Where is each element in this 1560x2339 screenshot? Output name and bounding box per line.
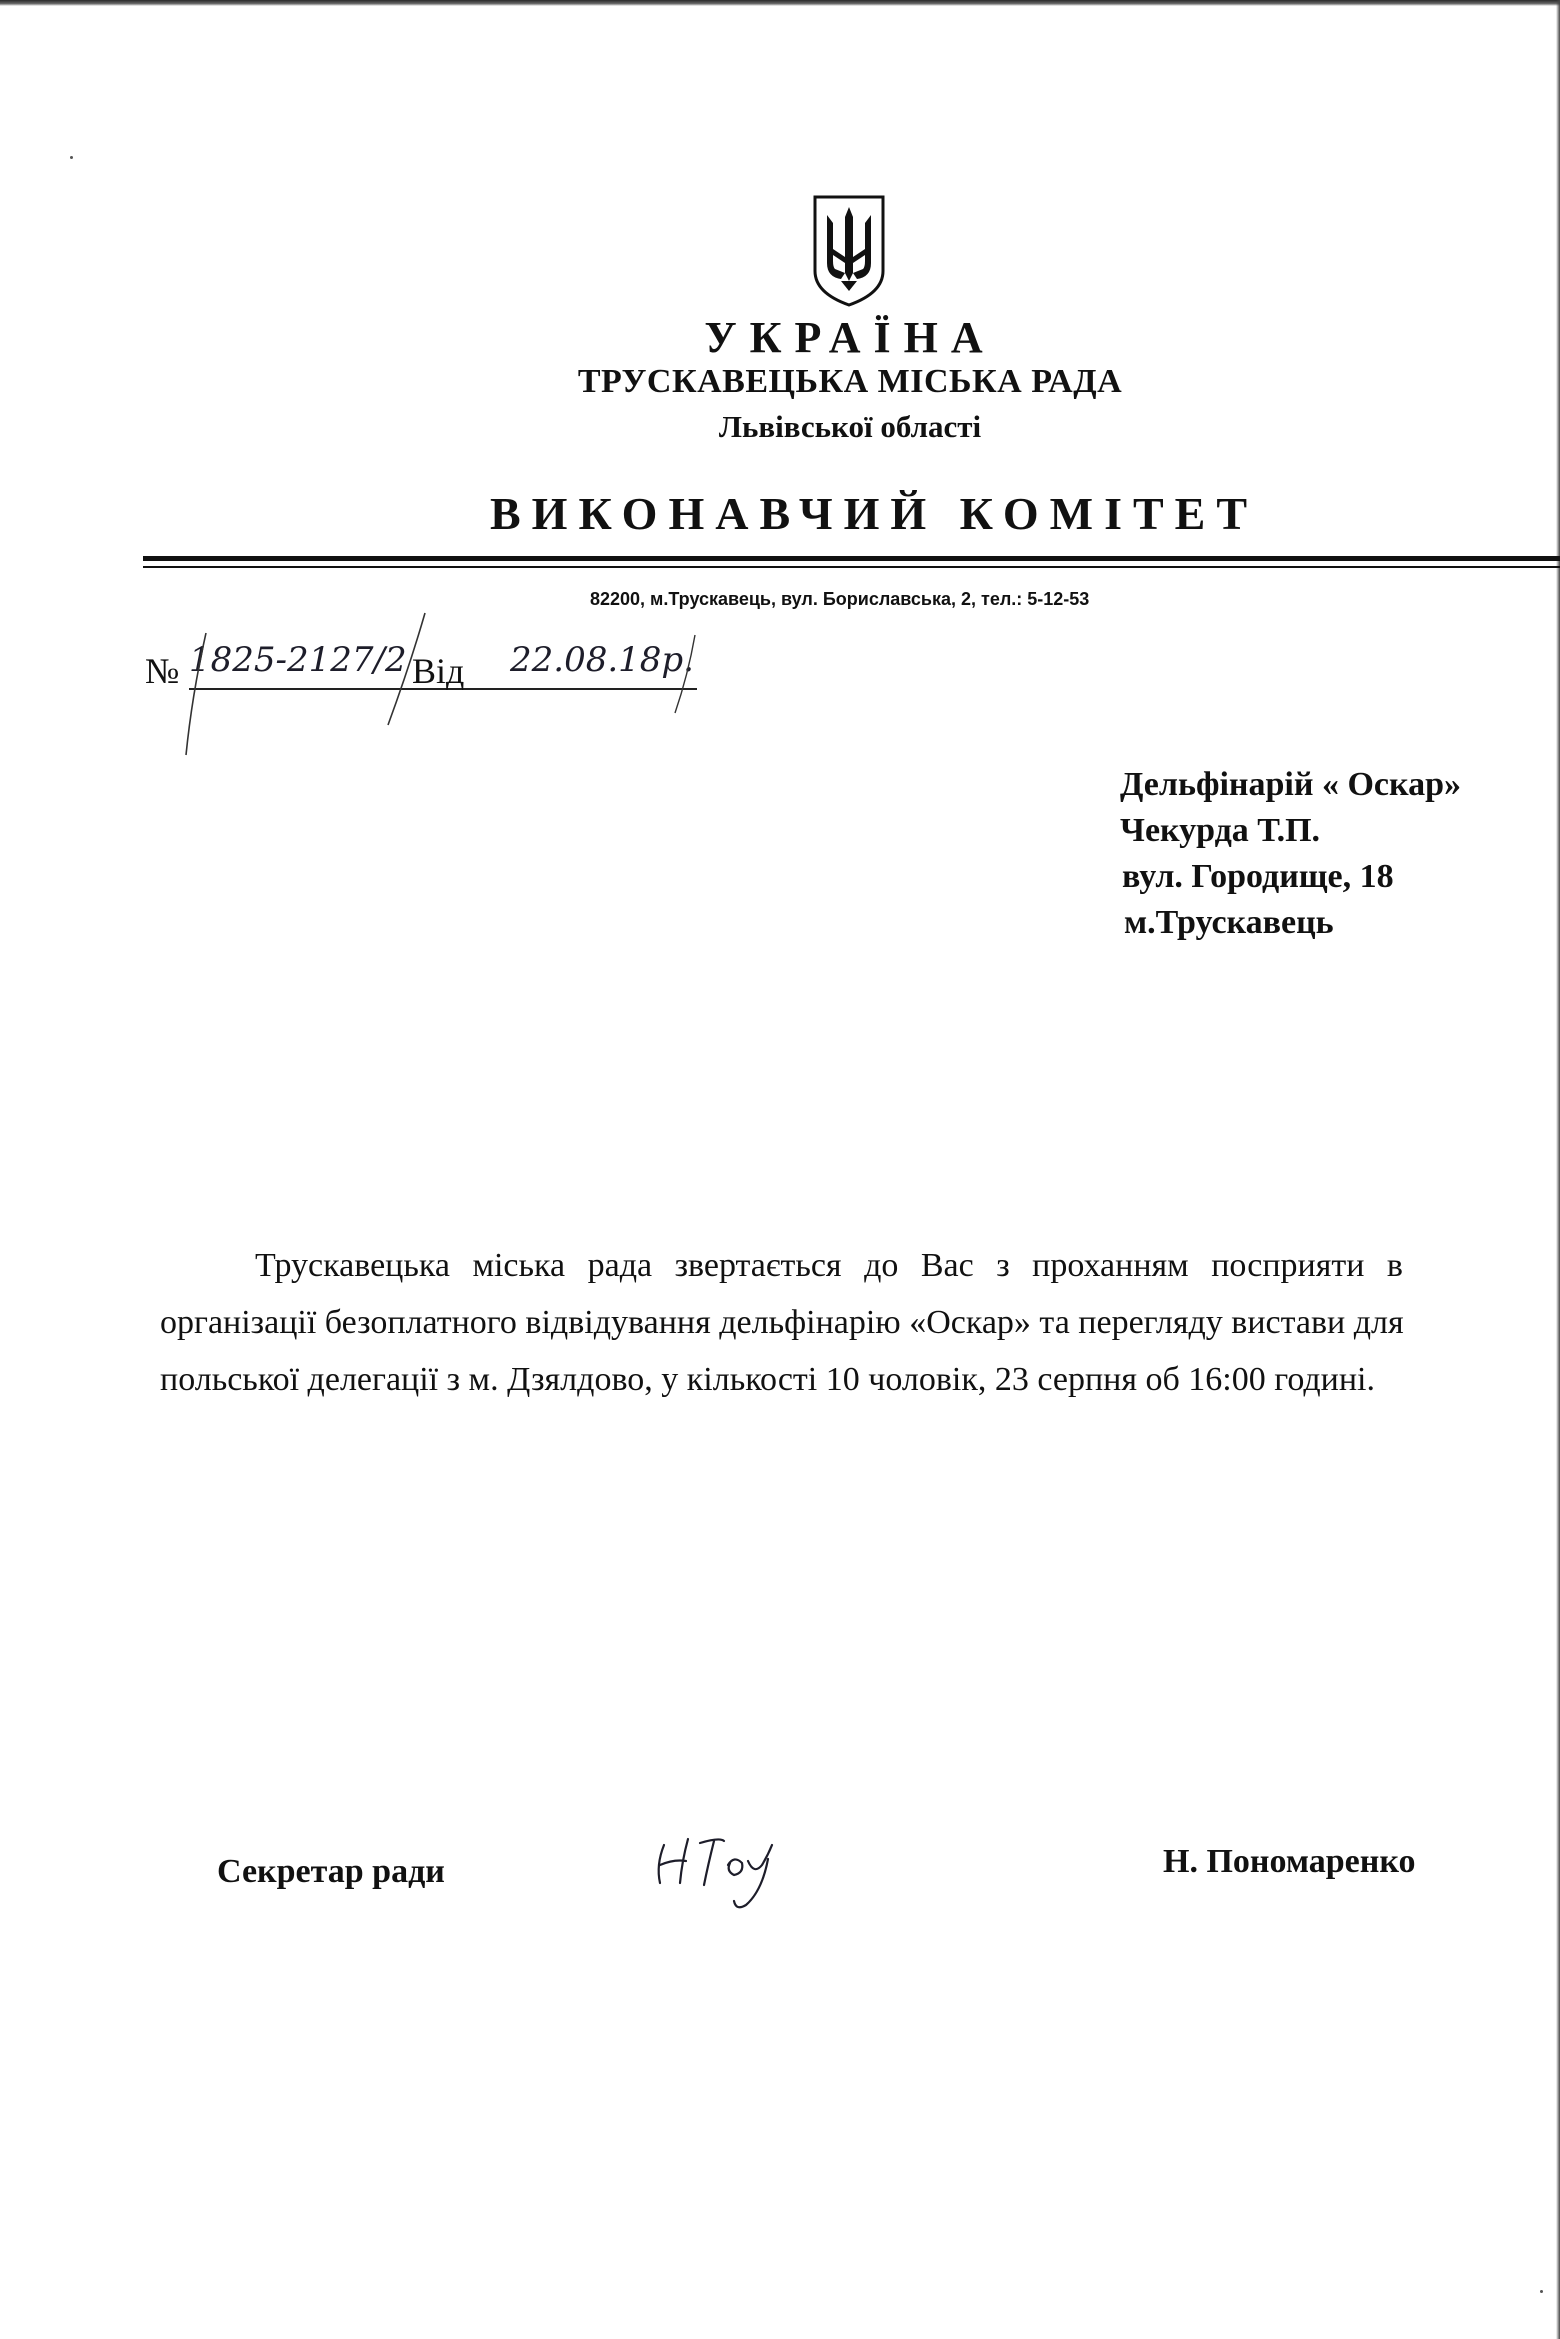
reference-handwritten-strokes-icon [120, 605, 760, 765]
recipient-organization: Дельфінарій « Оскар» [1120, 766, 1461, 803]
council-address: 82200, м.Трускавець, вул. Бориславська, 2, тел.: 5-12-53 [590, 589, 1090, 609]
recipient-street: вул. Городище, 18 [1122, 858, 1394, 895]
reference-number-label: № [145, 651, 180, 691]
signer-name: Н. Пономаренко [1163, 1843, 1416, 1880]
tryzub-emblem-icon [811, 193, 887, 309]
recipient-city: м.Трускавець [1124, 904, 1334, 941]
reference-number-value: 1825-2127/2 [189, 640, 407, 680]
body-line: організації безоплатного відвідування дельфінарію «Оскар» та перегляду вистави для [160, 1304, 1404, 1341]
recipient-person: Чекурда Т.П. [1120, 812, 1321, 849]
committee-heading: ВИКОНАВЧИЙ КОМІТЕТ [490, 488, 1259, 539]
handwritten-signature-icon [650, 1825, 800, 1915]
letter-body [160, 1237, 1560, 1408]
header-divider-thick [143, 556, 1560, 561]
body-line: Трускавецька міська рада звертається до Вас з проханням посприяти в [255, 1247, 1403, 1284]
country-heading: УКРАЇНА [704, 313, 996, 362]
region-heading: Львівської області [718, 409, 982, 444]
body-line: польської делегації з м. Дзялдово, у кількості 10 чоловік, 23 серпня об 16:00 годині. [160, 1361, 1376, 1398]
reference-date-label: Від [412, 651, 465, 691]
reference-date-value: 22.08.18р. [510, 640, 694, 680]
signer-title: Секретар ради [217, 1853, 445, 1890]
scan-speck [1540, 2290, 1543, 2293]
header-divider-thin [143, 566, 1560, 568]
scan-speck [70, 156, 73, 159]
council-heading: ТРУСКАВЕЦЬКА МІСЬКА РАДА [577, 363, 1123, 400]
recipient-block [1120, 762, 1461, 946]
scan-top-edge [0, 0, 1560, 6]
